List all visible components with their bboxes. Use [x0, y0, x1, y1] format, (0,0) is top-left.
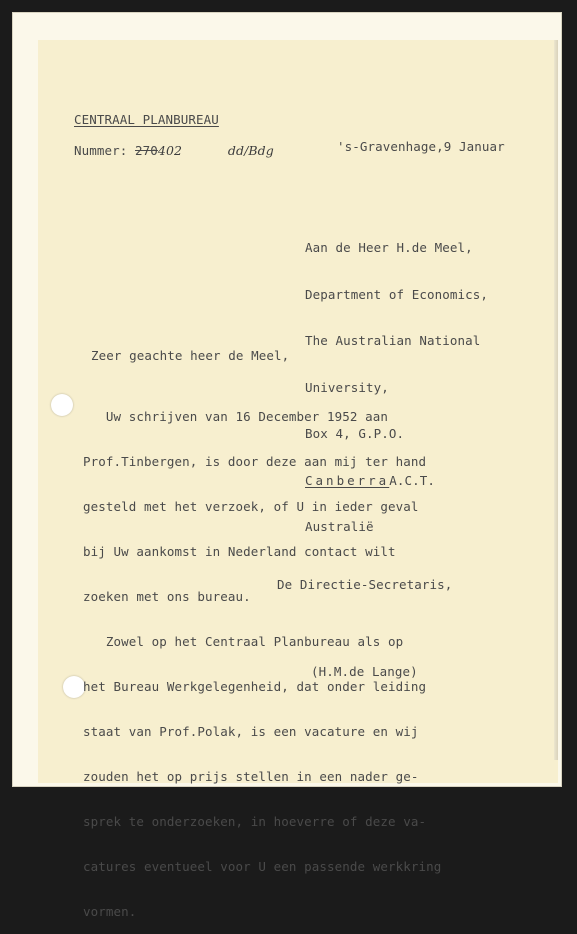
body-line: zouden het op prijs stellen in een nader ge-: [83, 769, 419, 784]
body-line: Prof.Tinbergen, is door deze aan mij ter hand: [83, 454, 427, 469]
initials-handwritten: dd/Bdg: [227, 143, 274, 158]
body-line: Uw schrijven van 16 December 1952 aan: [83, 409, 389, 424]
address-country: Australië: [305, 519, 374, 534]
letterhead-org: CENTRAAL PLANBUREAU: [74, 112, 219, 127]
body-line: staat van Prof.Polak, is een vacature en wij: [83, 724, 419, 739]
body-line: catures eventueel voor U een passende werkkring: [83, 859, 442, 874]
address-line: Aan de Heer H.de Meel,: [305, 240, 473, 255]
letter-body: [83, 379, 441, 934]
nummer-struck: 270: [135, 143, 158, 158]
reference-number: [74, 143, 274, 158]
signoff: De Directie-Secretaris,: [277, 577, 453, 592]
salutation: Zeer geachte heer de Meel,: [91, 348, 290, 363]
punch-hole-bottom: [63, 676, 85, 698]
address-line: The Australian National: [305, 333, 481, 348]
nummer-handwritten: 402: [157, 143, 183, 158]
signer-name: (H.M.de Lange): [311, 664, 418, 679]
nummer-label: Nummer:: [74, 143, 128, 158]
body-line: sprek te onderzoeken, in hoeverre of deze va-: [83, 814, 427, 829]
body-line: bij Uw aankomst in Nederland contact wilt: [83, 544, 396, 559]
body-line: zoeken met ons bureau.: [83, 589, 251, 604]
address-line: Box 4, G.P.O.: [305, 426, 405, 441]
body-line: het Bureau Werkgelegenheid, dat onder leiding: [83, 679, 427, 694]
body-line: gesteld met het verzoek, of U in ieder geval: [83, 499, 419, 514]
address-city-suffix: A.C.T.: [389, 472, 435, 488]
address-line: Department of Economics,: [305, 286, 489, 302]
place-date: 's-Gravenhage,9 Januar: [337, 139, 505, 154]
body-line: Zowel op het Centraal Planbureau als op: [83, 634, 404, 649]
body-line: vormen.: [83, 904, 137, 919]
address-line: University,: [305, 379, 389, 395]
address-city: Canberra: [305, 472, 390, 488]
paper-fold-edge: [554, 40, 558, 760]
punch-hole-top: [51, 394, 73, 416]
